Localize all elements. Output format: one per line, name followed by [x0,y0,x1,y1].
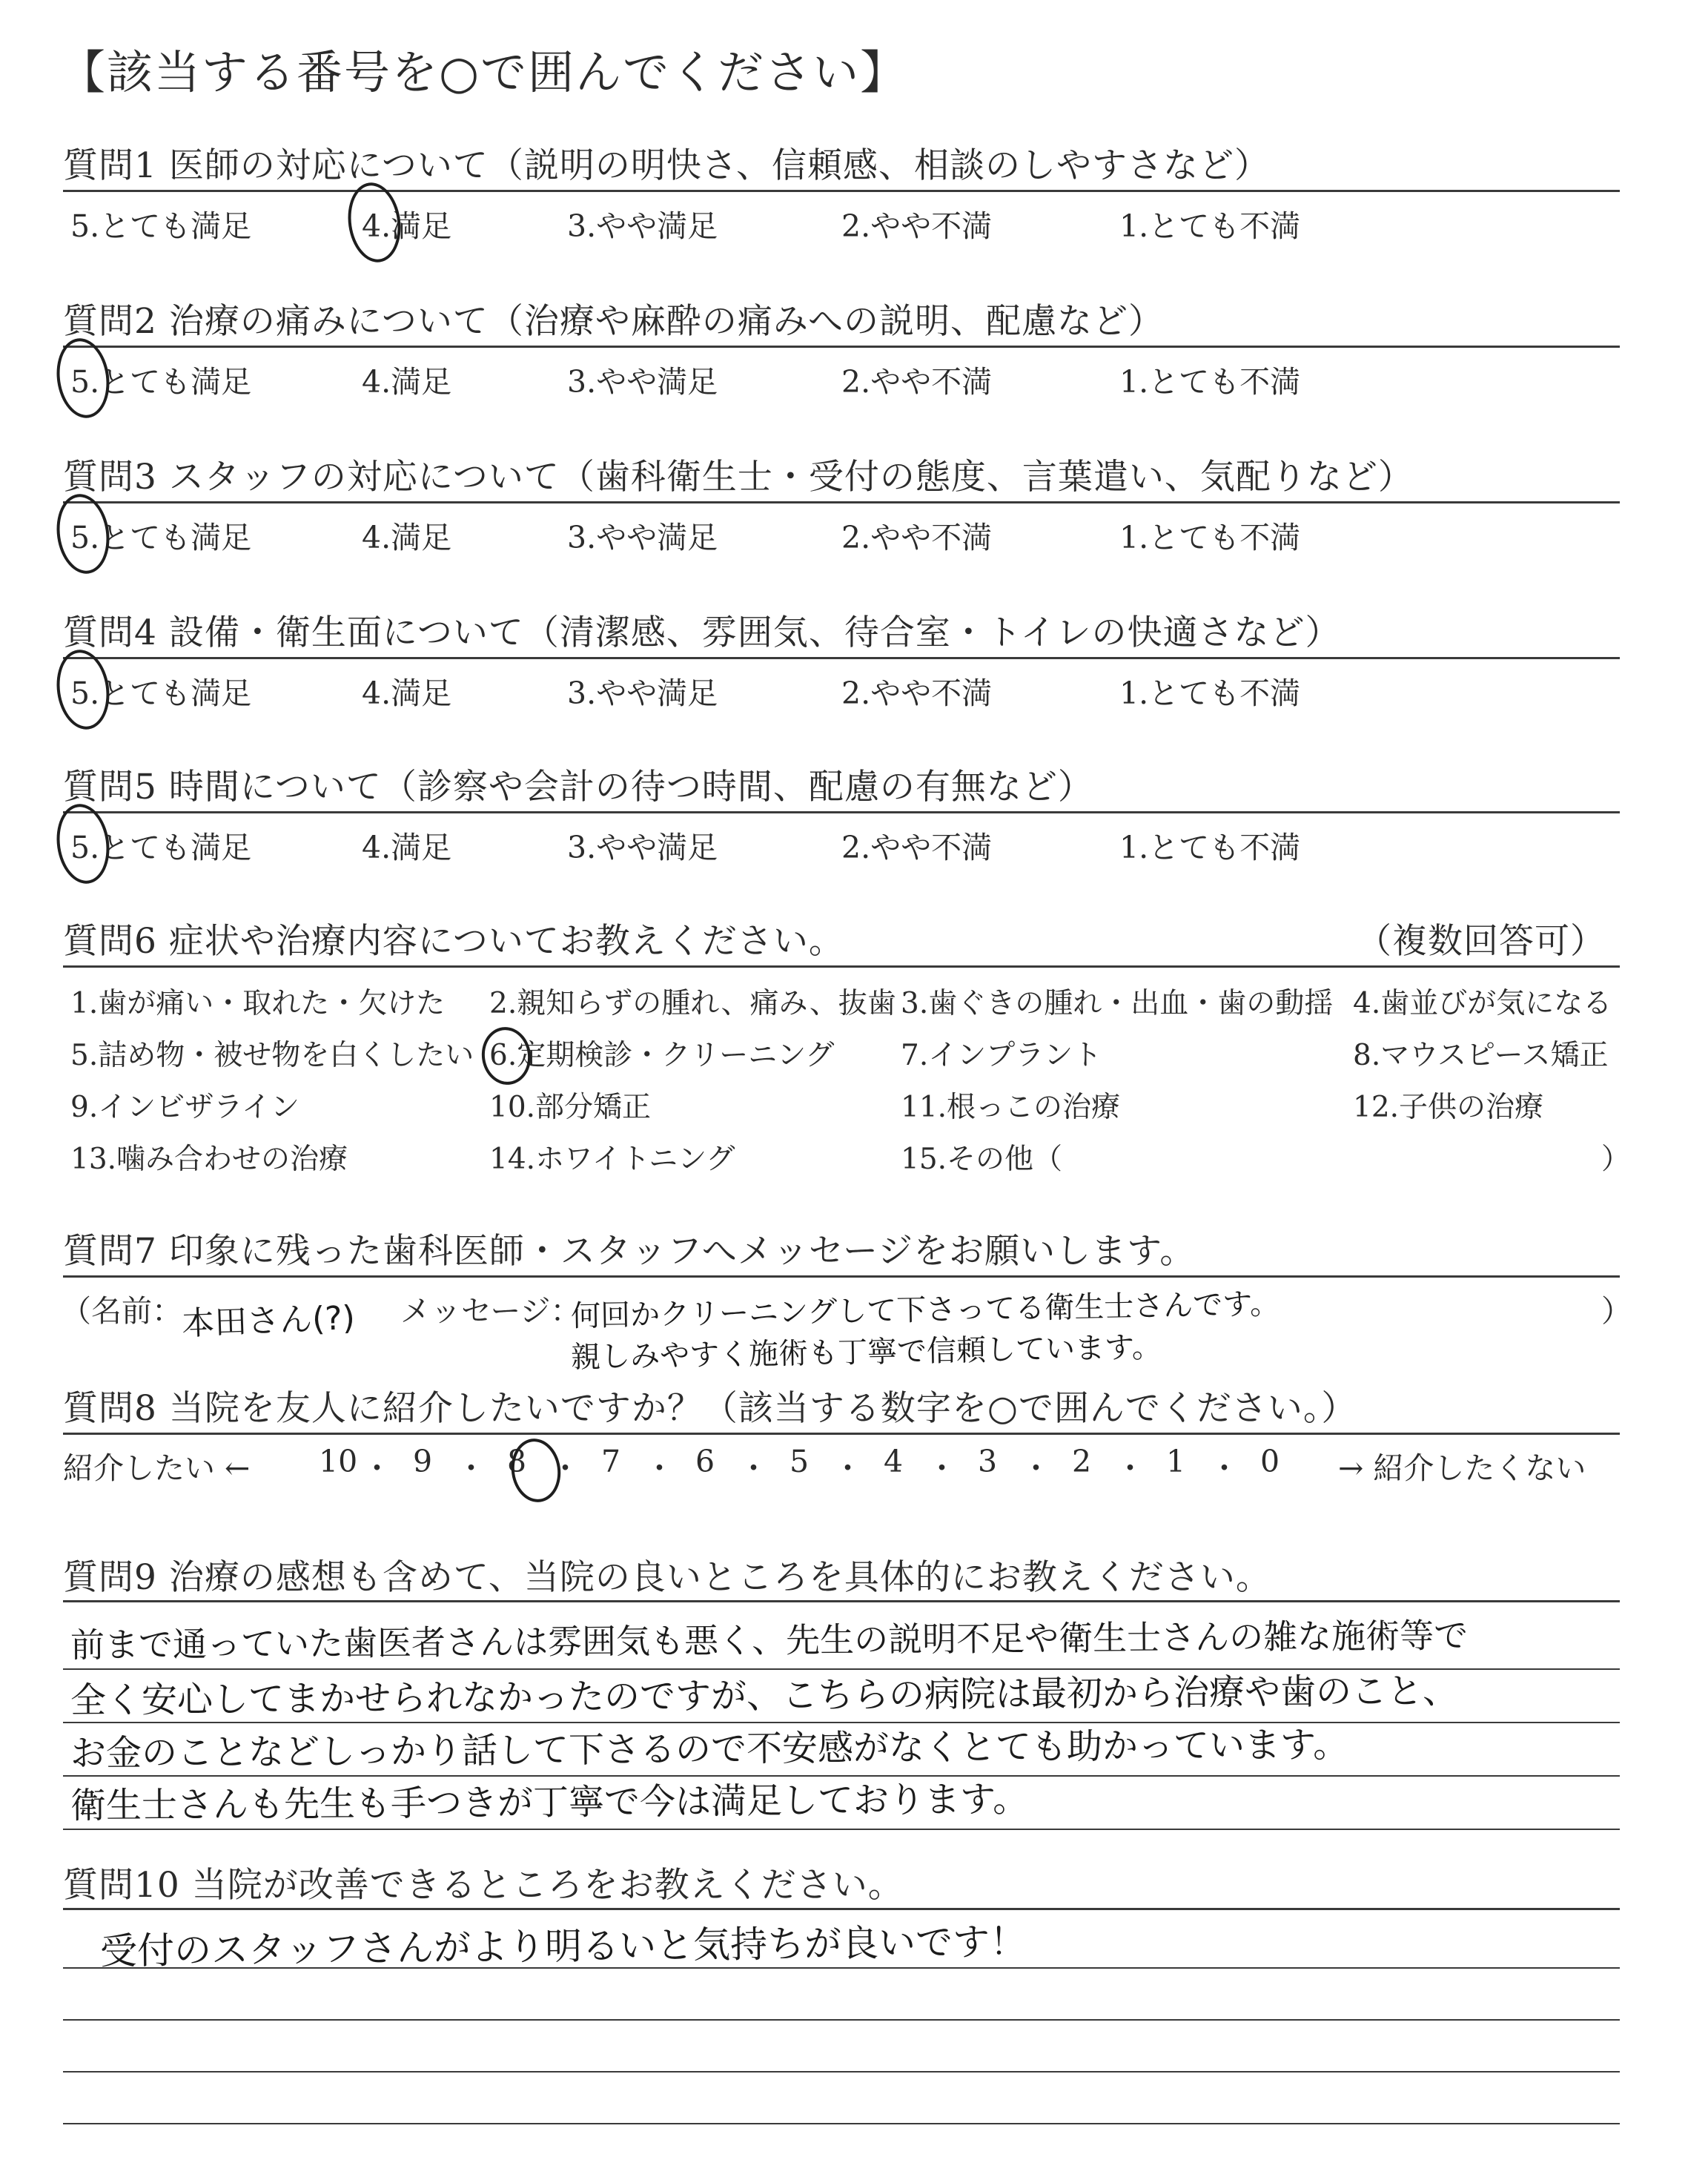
q2-option-1[interactable]: 1.とても不満 [1119,364,1301,400]
q5-option-5[interactable]: 5.とても満足 [70,830,252,865]
q7-title: 質問7 印象に残った歯科医師・スタッフへメッセージをお願いします。 [63,1231,1196,1272]
q8-title: 質問8 当院を友人に紹介したいですか？（該当する数字を○で囲んでください。） [63,1388,1357,1429]
q6-rule [63,965,1620,968]
q9-title: 質問9 治療の感想も含めて、当院の良いところを具体的にお教えください。 [63,1557,1271,1598]
q2-option-2[interactable]: 2.やや不満 [841,364,993,400]
q1-option-4[interactable]: 4.満足 [362,208,452,244]
q4-option-4[interactable]: 4.満足 [362,676,452,711]
q6-option[interactable]: 14.ホワイトニング [489,1143,735,1176]
q3-option-2[interactable]: 2.やや不満 [841,520,993,555]
q8-scale-2[interactable]: 2 [1072,1444,1092,1479]
q6-option[interactable]: 12.子供の治療 [1353,1091,1544,1124]
q5-option-2[interactable]: 2.やや不満 [841,830,993,865]
q8-scale-3[interactable]: 3 [978,1444,998,1479]
q7-name-label: （名前： [61,1293,182,1329]
q8-scale-separator: ・ [738,1450,769,1486]
q8-scale-separator: ・ [1021,1450,1051,1486]
q1-option-3[interactable]: 3.やや満足 [567,208,718,244]
q10-ruled-line [63,2071,1620,2073]
q6-option[interactable]: 8.マウスピース矯正 [1353,1039,1609,1072]
q5-title: 質問5 時間について（診察や会計の待つ時間、配慮の有無など） [63,767,1093,807]
q8-rule [63,1433,1620,1435]
q6-option[interactable]: 5.詰め物・被せ物を白くしたい [70,1039,474,1072]
q6-option[interactable]: 10.部分矯正 [489,1091,652,1124]
q2-option-3[interactable]: 3.やや満足 [567,364,718,400]
q7-name-value[interactable]: 本田さん(?) [181,1298,356,1344]
q1-rule [63,190,1620,192]
q5-selected-circle[interactable] [52,801,114,888]
q8-scale-0[interactable]: 0 [1260,1444,1280,1479]
q8-scale-separator: ・ [456,1450,486,1486]
q6-option[interactable]: 4.歯並びが気になる [1353,987,1612,1020]
q8-scale-8[interactable]: 8 [507,1444,527,1479]
q8-scale-1[interactable]: 1 [1166,1444,1186,1479]
q1-selected-circle[interactable] [343,179,406,266]
q4-rule [63,657,1620,659]
q4-selected-circle[interactable] [52,647,114,733]
q7-close-paren: ） [1601,1293,1632,1329]
q1-option-5[interactable]: 5.とても満足 [70,208,252,244]
q5-option-4[interactable]: 4.満足 [362,830,452,865]
q6-option[interactable]: 9.インビザライン [70,1091,300,1124]
q2-title: 質問2 治療の痛みについて（治療や麻酔の痛みへの説明、配慮など） [63,301,1164,342]
q6-title: 質問6 症状や治療内容についてお教えください。 [63,921,844,962]
q7-message-label: メッセージ： [400,1293,581,1329]
page-title: 【該当する番号を○で囲んでください】 [59,45,908,99]
q6-option[interactable]: 11.根っこの治療 [901,1091,1121,1124]
q9-answer-line[interactable]: 全く安心してまかせられなかったのですが、こちらの病院は最初から治療や歯のこと、 [70,1670,1459,1722]
q9-answer-line[interactable]: 前まで通っていた歯医者さんは雰囲気も悪く、先生の説明不足や衛生士さんの雑な施術等で [70,1615,1469,1665]
q8-scale-6[interactable]: 6 [695,1444,715,1479]
q8-scale-separator: ・ [1209,1450,1239,1486]
q5-option-1[interactable]: 1.とても不満 [1119,830,1301,865]
q7-message-line1[interactable]: 何回かクリーニングして下さってる衛生士さんです。 [570,1287,1280,1334]
q1-title: 質問1 医師の対応について（説明の明快さ、信頼感、相談のしやすさなど） [63,145,1271,186]
q9-rule [63,1600,1620,1602]
q2-option-5[interactable]: 5.とても満足 [70,364,252,400]
q1-option-1[interactable]: 1.とても不満 [1119,208,1301,244]
q8-scale-separator: ・ [1115,1450,1145,1486]
q8-scale-separator: ・ [833,1450,863,1486]
q6-option[interactable]: 2.親知らずの腫れ、痛み、抜歯 [489,987,896,1020]
q8-scale-separator: ・ [550,1450,580,1486]
q6-option[interactable]: 3.歯ぐきの腫れ・出血・歯の動揺 [901,987,1334,1020]
q4-option-3[interactable]: 3.やや満足 [567,676,718,711]
q8-scale-separator: ・ [362,1450,392,1486]
q4-option-2[interactable]: 2.やや不満 [841,676,993,711]
q2-option-4[interactable]: 4.満足 [362,364,452,400]
q3-rule [63,501,1620,503]
q8-scale-10[interactable]: 10 [319,1444,358,1479]
q8-right-label: → 紹介したくない [1338,1450,1586,1486]
q8-scale-4[interactable]: 4 [884,1444,904,1479]
q3-option-1[interactable]: 1.とても不満 [1119,520,1301,555]
q6-option[interactable]: 7.インプラント [901,1039,1102,1072]
q3-selected-circle[interactable] [52,491,114,578]
q3-option-3[interactable]: 3.やや満足 [567,520,718,555]
q6-option[interactable]: 15.その他（ [901,1143,1063,1176]
q4-title: 質問4 設備・衛生面について（清潔感、雰囲気、待合室・トイレの快適さなど） [63,612,1341,653]
q8-scale-7[interactable]: 7 [601,1444,621,1479]
q6-option[interactable]: 1.歯が痛い・取れた・欠けた [70,987,446,1020]
q10-ruled-line [63,2123,1620,2124]
q2-rule [63,346,1620,348]
q7-message-line2[interactable]: 親しみやすく施術も丁寧で信頼しています。 [570,1330,1162,1375]
q9-ruled-line [63,1829,1620,1830]
q6-option[interactable]: 6.定期検診・クリーニング [489,1039,835,1072]
q5-option-3[interactable]: 3.やや満足 [567,830,718,865]
q9-answer-line[interactable]: お金のことなどしっかり話して下さるので不安感がなくとても助かっています。 [70,1723,1349,1775]
q6-note: （複数回答可） [1357,921,1606,962]
q4-option-5[interactable]: 5.とても満足 [70,676,252,711]
q1-option-2[interactable]: 2.やや不満 [841,208,993,244]
q3-option-4[interactable]: 4.満足 [362,520,452,555]
q10-rule [63,1908,1620,1910]
q5-rule [63,811,1620,813]
q7-rule [63,1275,1620,1278]
q6-other-close-paren: ） [1601,1143,1631,1176]
q9-answer-line[interactable]: 衛生士さんも先生も手つきが丁寧で今は満足しております。 [70,1778,1029,1827]
q10-title: 質問10 当院が改善できるところをお教えください。 [63,1865,904,1906]
q10-answer-line[interactable]: 受付のスタッフさんがより明るいと気持ちが良いです！ [99,1920,1027,1973]
q6-option[interactable]: 13.噛み合わせの治療 [70,1143,348,1176]
q8-scale-5[interactable]: 5 [790,1444,810,1479]
q8-scale-separator: ・ [644,1450,675,1486]
q8-scale-9[interactable]: 9 [413,1444,433,1479]
q2-selected-circle[interactable] [52,335,114,422]
q8-scale-separator: ・ [927,1450,957,1486]
q8-left-label: 紹介したい ← [63,1450,251,1486]
q3-option-5[interactable]: 5.とても満足 [70,520,252,555]
q4-option-1[interactable]: 1.とても不満 [1119,676,1301,711]
q3-title: 質問3 スタッフの対応について（歯科衛生士・受付の態度、言葉遣い、気配りなど） [63,457,1414,498]
q10-ruled-line [63,2019,1620,2021]
